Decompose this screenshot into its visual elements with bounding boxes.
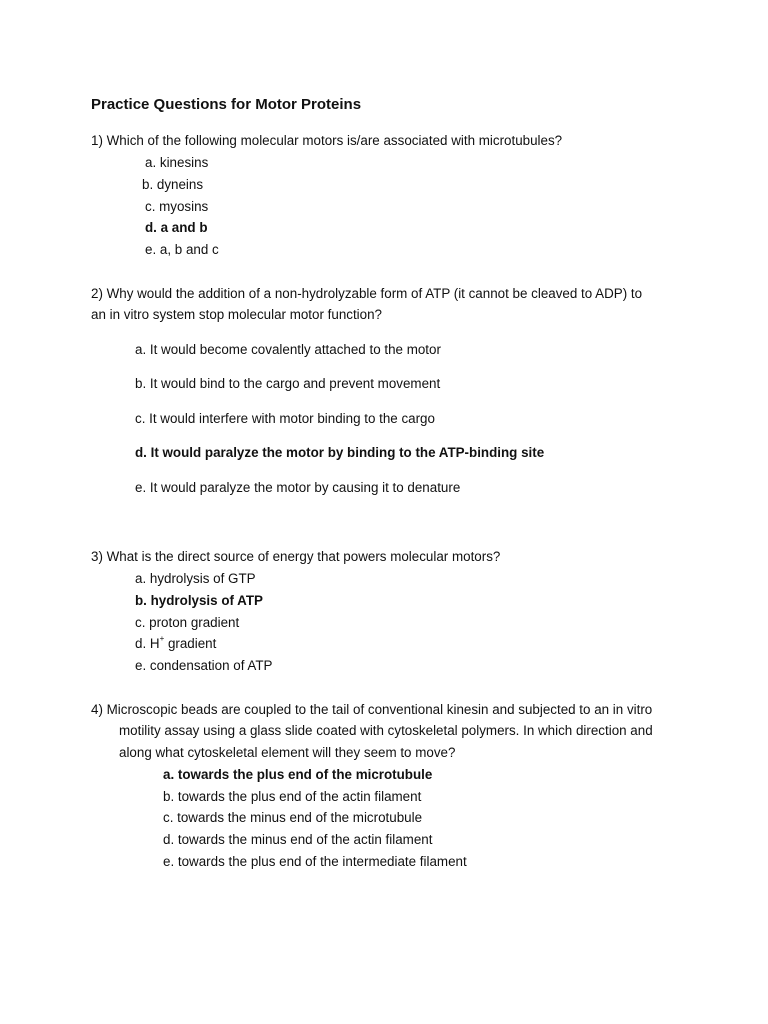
question-2-text-line1: 2) Why would the addition of a non-hydrolyzable form of ATP (it cannot be cleaved to ADP) to bbox=[91, 286, 643, 301]
q1-option-a: a. kinesins bbox=[145, 155, 209, 170]
q3-option-d bbox=[135, 635, 216, 653]
q4-option-d: d. towards the minus end of the actin filament bbox=[163, 832, 433, 847]
question-2-text-line2: an in vitro system stop molecular motor function? bbox=[91, 307, 382, 322]
question-3-text: 3) What is the direct source of energy that powers molecular motors? bbox=[91, 549, 501, 564]
q4-option-a-answer: a. towards the plus end of the microtubule bbox=[163, 767, 433, 782]
q1-option-e: e. a, b and c bbox=[145, 242, 219, 257]
q2-option-e: e. It would paralyze the motor by causing it to denature bbox=[135, 480, 461, 495]
q1-option-c: c. myosins bbox=[145, 199, 209, 214]
q3-option-d-suffix: gradient bbox=[164, 636, 217, 651]
q2-option-d-answer: d. It would paralyze the motor by binding to the ATP-binding site bbox=[135, 445, 545, 460]
question-4-text-line3: along what cytoskeletal element will they seem to move? bbox=[119, 745, 456, 760]
question-4-text-line2: motility assay using a glass slide coated with cytoskeletal polymers. In which direction and bbox=[119, 723, 653, 738]
q3-option-c: c. proton gradient bbox=[135, 615, 240, 630]
page-title: Practice Questions for Motor Proteins bbox=[91, 96, 362, 113]
q4-option-e: e. towards the plus end of the intermediate filament bbox=[163, 854, 467, 869]
q2-option-c: c. It would interfere with motor binding to the cargo bbox=[135, 411, 435, 426]
q1-option-d-answer: d. a and b bbox=[145, 220, 208, 235]
q1-option-b: b. dyneins bbox=[142, 177, 204, 192]
q3-option-b-answer: b. hydrolysis of ATP bbox=[135, 593, 263, 608]
q4-option-b: b. towards the plus end of the actin filament bbox=[163, 789, 422, 804]
q2-option-a: a. It would become covalently attached to the motor bbox=[135, 342, 441, 357]
question-4-text-line1: 4) Microscopic beads are coupled to the tail of conventional kinesin and subjected to an in vitro bbox=[91, 702, 653, 717]
q3-option-e: e. condensation of ATP bbox=[135, 658, 273, 673]
q3-option-d-superscript: + bbox=[159, 633, 165, 643]
q3-option-a: a. hydrolysis of GTP bbox=[135, 571, 256, 586]
question-1-text: 1) Which of the following molecular motors is/are associated with microtubules? bbox=[91, 133, 563, 148]
q3-option-d-prefix: d. H bbox=[135, 636, 160, 651]
q4-option-c: c. towards the minus end of the microtubule bbox=[163, 810, 423, 825]
q2-option-b: b. It would bind to the cargo and prevent movement bbox=[135, 376, 441, 391]
